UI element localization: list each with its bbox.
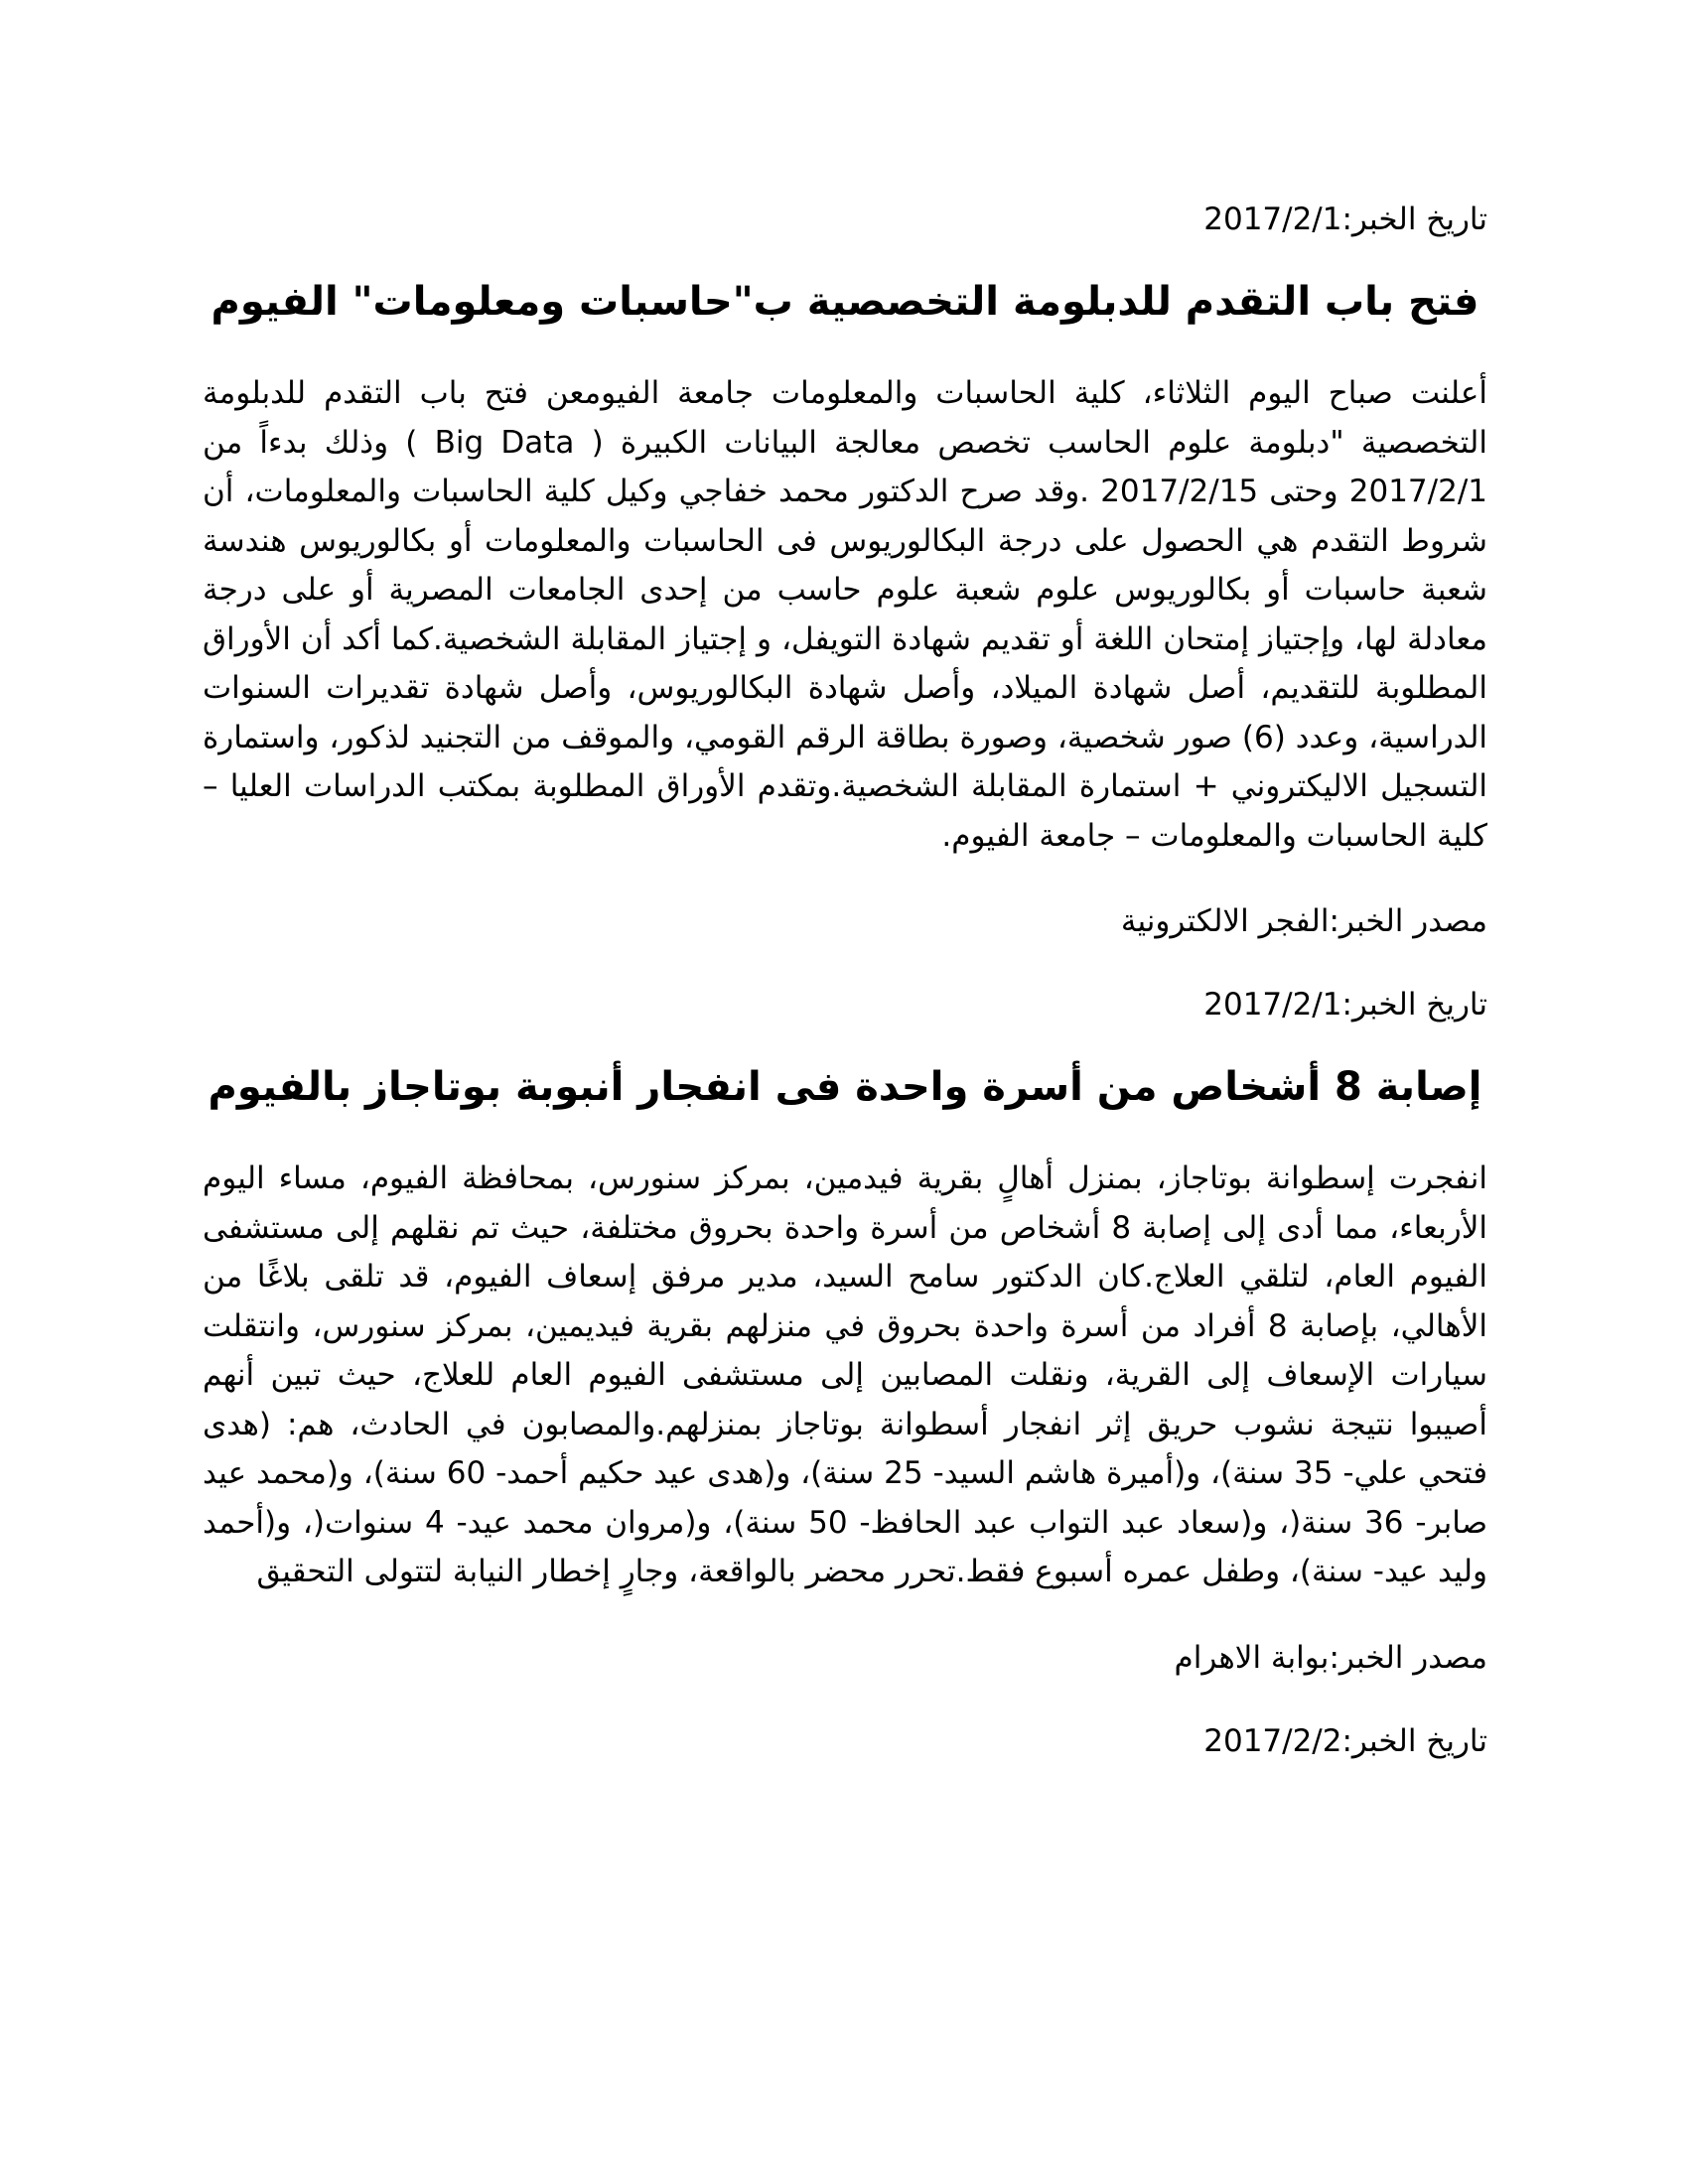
- date-value: 2017/2/1: [1203, 202, 1342, 237]
- date-label: تاريخ الخبر:: [1341, 202, 1487, 237]
- spacer: [203, 946, 1487, 980]
- article-source: [203, 896, 1487, 946]
- article-date: [203, 980, 1487, 1029]
- article-source: [203, 1633, 1487, 1683]
- date-value: 2017/2/1: [1203, 987, 1342, 1023]
- spacer: [203, 1683, 1487, 1716]
- article-date: [203, 195, 1487, 244]
- article-body: أعلنت صباح اليوم الثلاثاء، كلية الحاسبات والمعلومات جامعة الفيومعن فتح باب التقدم للدبلومة التخصصية "دبلومة علوم الحاسب تخصص معالجة البيانات الكبيرة ( Big Data ) وذلك بدءاً من 2017/2/1 وحتى 2017/2/15 .وقد صرح الدكتور محمد خفاجي وكيل كلية الحاسبات والمعلومات، أن شروط التقدم هي الحصول على درجة البكالوريوس فى الحاسبات والمعلومات أو بكالوريوس هندسة شعبة حاسبات أو بكالوريوس علوم شعبة علوم حاسب من إحدى الجامعات المصرية أو على درجة معادلة لها، وإجتياز إمتحان اللغة أو تقديم شهادة التويفل، و إجتياز المقابلة الشخصية.كما أكد أن الأوراق المطلوبة للتقديم، أصل شهادة الميلاد، وأصل شهادة البكالوريوس، وأصل شهادة تقديرات السنوات الدراسية، وعدد (6) صور شخصية، وصورة بطاقة الرقم القومي، والموقف من التجنيد لذكور، واستمارة التسجيل الاليكتروني + استمارة المقابلة الشخصية.وتقدم الأوراق المطلوبة بمكتب الدراسات العليا – كلية الحاسبات والمعلومات – جامعة الفيوم.: [203, 375, 1488, 854]
- date-label: تاريخ الخبر:: [1341, 987, 1487, 1023]
- article-headline: فتح باب التقدم للدبلومة التخصصية ب"حاسبات ومعلومات" الفيوم: [211, 279, 1479, 325]
- article-body: انفجرت إسطوانة بوتاجاز، بمنزل أهالٍ بقرية فيدمين، بمركز سنورس، بمحافظة الفيوم، مساء اليوم الأربعاء، مما أدى إلى إصابة 8 أشخاص من أسرة واحدة بحروق مختلفة، حيث تم نقلهم إلى مستشفى الفيوم العام، لتلقي العلاج.كان الدكتور سامح السيد، مدير مرفق إسعاف الفيوم، قد تلقى بلاغًا من الأهالي، بإصابة 8 أفراد من أسرة واحدة بحروق في منزلهم بقرية فيديمين، بمركز سنورس، وانتقلت سيارات الإسعاف إلى القرية، ونقلت المصابين إلى مستشفى الفيوم العام للعلاج، حيث تبين أنهم أصيبوا نتيجة نشوب حريق إثر انفجار أسطوانة بوتاجاز بمنزلهم.والمصابون في الحادث، هم: (هدى فتحي علي- 35 سنة)، و(أميرة هاشم السيد- 25 سنة)، و(هدى عيد حكيم أحمد- 60 سنة)، و(محمد عيد صابر- 36 سنة(، و(سعاد عبد التواب عبد الحافظ- 50 سنة)، و(مروان محمد عيد- 4 سنوات(، و(أحمد وليد عيد- سنة)، وطفل عمره أسبوع فقط.تحرر محضر بالواقعة، وجارٍ إخطار النيابة لتتولى التحقيق: [203, 1160, 1488, 1589]
- source-value: بوابة الاهرام: [1174, 1639, 1330, 1676]
- article-2: [203, 980, 1487, 1683]
- article-1: [203, 195, 1487, 946]
- date-label: تاريخ الخبر:: [1341, 1722, 1487, 1759]
- source-label: مصدر الخبر:: [1329, 1639, 1487, 1676]
- date-value: 2017/2/2: [1203, 1722, 1342, 1759]
- article-headline: إصابة 8 أشخاص من أسرة واحدة فى انفجار أنبوبة بوتاجاز بالفيوم: [208, 1064, 1482, 1110]
- source-value: الفجر الالكترونية: [1120, 903, 1330, 939]
- next-article-date: [203, 1716, 1487, 1766]
- document-content: [203, 195, 1487, 1766]
- source-label: مصدر الخبر:: [1329, 903, 1487, 939]
